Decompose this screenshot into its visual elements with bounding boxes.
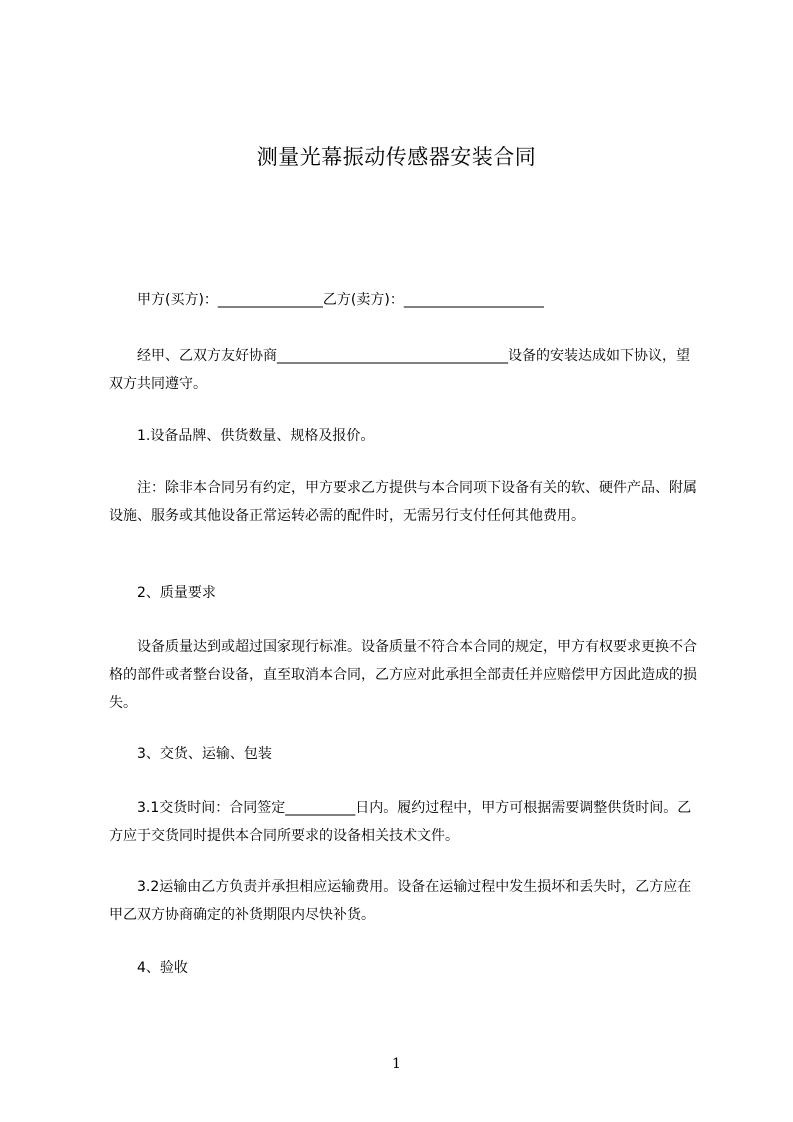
intro-paragraph: 经甲、乙双方友好协商_________________________________设备的安装达成如下协议，望双方共同遵守。 (109, 348, 690, 392)
page-number: 1 (392, 1056, 401, 1072)
section3-2-paragraph: 3.2运输由乙方负责并承担相应运输费用。设备在运输过程中发生损坏和丢失时，乙方应在甲乙双方协商确定的补货期限内尽快补货。 (109, 879, 692, 923)
section3-heading: 3、交货、运输、包装 (137, 746, 272, 762)
document-title: 测量光幕振动传感器安装合同 (256, 145, 537, 169)
section4-heading: 4、验收 (137, 960, 188, 976)
section1-note: 注：除非本合同另有约定，甲方要求乙方提供与本合同项下设备有关的软、硬件产品、附属设施、服务或其他设备正常运转必需的配件时，无需另行支付任何其他费用。 (109, 480, 697, 524)
section3-1-paragraph: 3.1交货时间：合同签定__________日内。履约过程中，甲方可根据需要调整供货时间。乙方应于交货同时提供本合同所要求的设备相关技术文件。 (109, 800, 692, 844)
parties-line: 甲方(买方)：_______________乙方(卖方)：____________________ (137, 292, 544, 308)
section1-heading: 1.设备品牌、供货数量、规格及报价。 (137, 428, 375, 444)
section2-heading: 2、质量要求 (137, 585, 216, 601)
section2-body: 设备质量达到或超过国家现行标准。设备质量不符合本合同的规定，甲方有权要求更换不合格的部件或者整台设备，直至取消本合同，乙方应对此承担全部责任并应赔偿甲方因此造成的损失。 (109, 639, 697, 711)
